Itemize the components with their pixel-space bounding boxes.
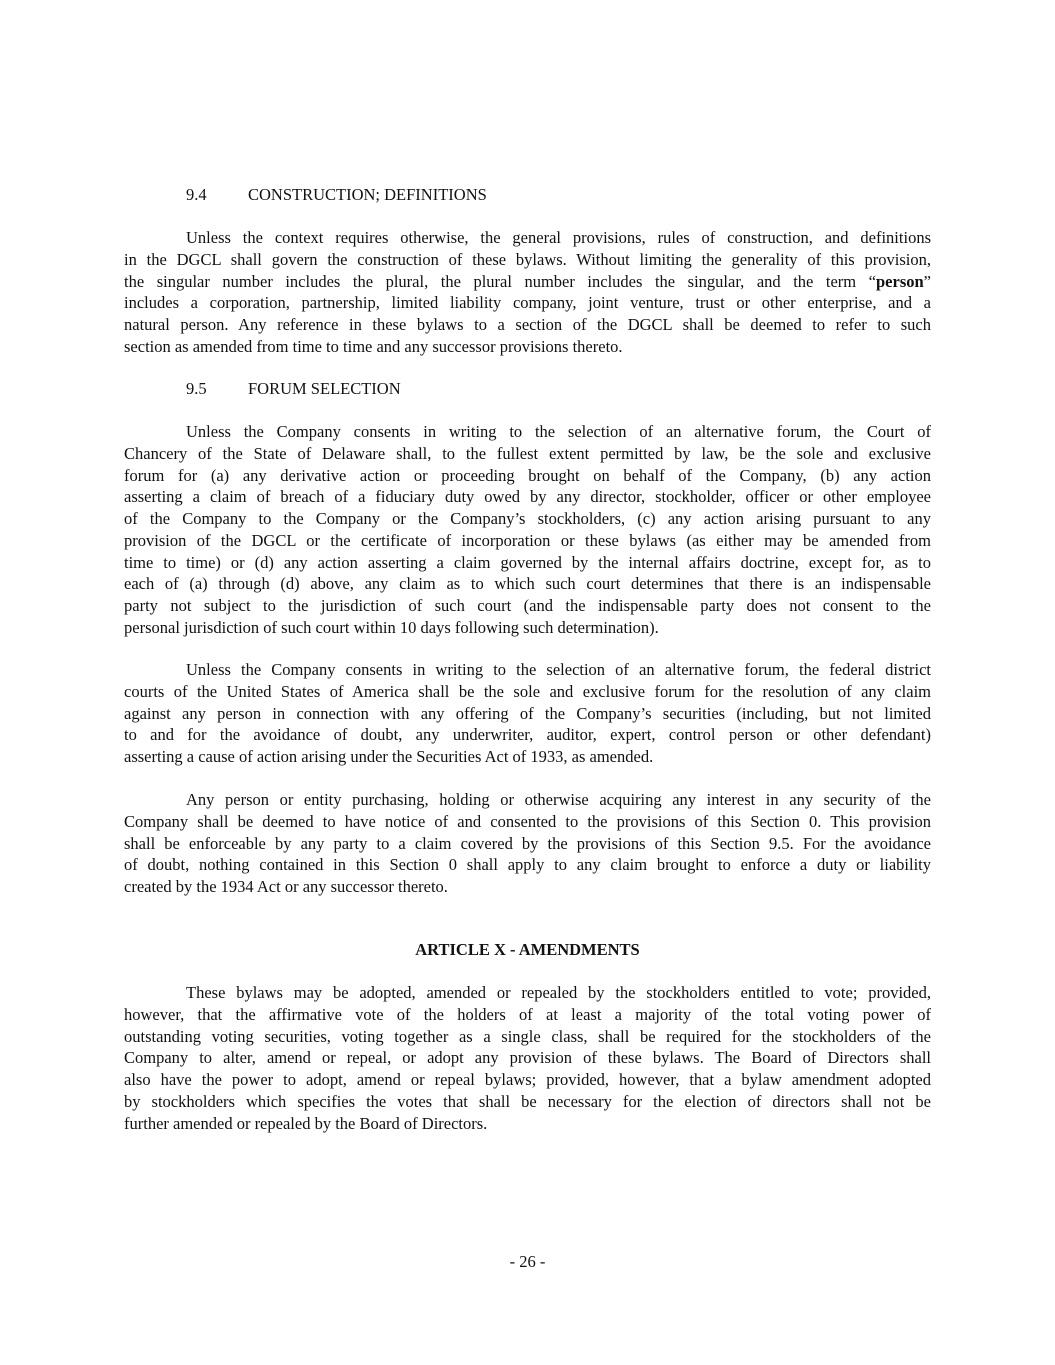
- text-line: Any person or entity purchasing, holding or otherwise acquiring any interest in any security of the: [186, 790, 931, 809]
- text-line: the singular number includes the plural, the plural number includes the singular, and the term “person”: [124, 271, 931, 291]
- text-line: Company to alter, amend or repeal, or adopt any provision of these bylaws. The Board of Directors shall: [124, 1048, 931, 1068]
- text-line: shall be enforceable by any party to a claim covered by the provisions of this Section 9.5. For the avoidance: [124, 833, 931, 853]
- text-line: party not subject to the jurisdiction of such court (and the indispensable party does not consent to the: [124, 596, 931, 615]
- text-line: forum for (a) any derivative action or proceeding brought on behalf of the Company, (b) any action: [124, 465, 931, 485]
- text-line: courts of the United States of America shall be the sole and exclusive forum for the resolution of any claim: [124, 681, 931, 701]
- text-line: personal jurisdiction of such court within 10 days following such determination).: [124, 617, 659, 637]
- section-number: 9.5: [186, 379, 207, 398]
- text-line: outstanding voting securities, voting together as a single class, shall be required for the stockholders of the: [124, 1026, 931, 1046]
- text-line: asserting a claim of breach of a fiduciary duty owed by any director, stockholder, officer or other employee: [124, 487, 931, 507]
- text-line: Chancery of the State of Delaware shall, to the fullest extent permitted by law, be the sole and exclusive: [124, 443, 931, 463]
- text-line: in the DGCL shall govern the construction of these bylaws. Without limiting the generality of this provision,: [124, 249, 931, 269]
- paragraph-forum-federal: [124, 659, 931, 768]
- text-line: natural person. Any reference in these bylaws to a section of the DGCL shall be deemed to refer to such: [124, 315, 931, 334]
- section-title: CONSTRUCTION; DEFINITIONS: [248, 185, 487, 204]
- text-line: by stockholders which specifies the votes that shall be necessary for the election of directors shall not be: [124, 1091, 931, 1111]
- section-9-5-heading: [186, 378, 401, 400]
- text-line: provision of the DGCL or the certificate of incorporation or these bylaws (as either may be amended from: [124, 530, 931, 550]
- text-line: time to time) or (d) any action asserting a claim governed by the internal affairs doctrine, except for, as to: [124, 552, 931, 572]
- text-line: of the Company to the Company or the Company’s stockholders, (c) any action arising pursuant to any: [124, 509, 931, 528]
- defined-term: person: [876, 271, 924, 291]
- text-line: section as amended from time to time and any successor provisions thereto.: [124, 336, 623, 356]
- text-line: Unless the context requires otherwise, the general provisions, rules of construction, and definitions: [186, 228, 931, 247]
- paragraph-forum-notice: [124, 789, 931, 898]
- text-line: further amended or repealed by the Board of Directors.: [124, 1113, 488, 1133]
- page-number: - 26 -: [509, 1252, 546, 1271]
- text-line: Unless the Company consents in writing to the selection of an alternative forum, the Court of: [186, 422, 931, 441]
- section-9-4-heading: [186, 184, 487, 206]
- text-line: also have the power to adopt, amend or repeal bylaws; provided, however, that a bylaw amendment adopted: [124, 1070, 931, 1089]
- section-number: 9.4: [186, 185, 207, 204]
- text-line: of doubt, nothing contained in this Section 0 shall apply to any claim brought to enforce a duty or liability: [124, 855, 931, 875]
- text-line: however, that the affirmative vote of the holders of at least a majority of the total voting power of: [124, 1004, 931, 1024]
- paragraph-construction: [124, 227, 931, 358]
- paragraph-amendments: [124, 982, 931, 1134]
- text-line: to and for the avoidance of doubt, any underwriter, auditor, expert, control person or other defendant): [124, 725, 931, 745]
- text-line: against any person in connection with any offering of the Company’s securities (including, but not limited: [124, 703, 931, 723]
- text-line: each of (a) through (d) above, any claim as to which such court determines that there is an indispensable: [124, 574, 931, 594]
- paragraph-forum-chancery: [124, 421, 931, 639]
- text-line: created by the 1934 Act or any successor thereto.: [124, 877, 448, 896]
- text-line: asserting a cause of action arising under the Securities Act of 1933, as amended.: [124, 747, 654, 766]
- article-heading: ARTICLE X - AMENDMENTS: [415, 940, 640, 959]
- text-line: includes a corporation, partnership, limited liability company, joint venture, trust or other enterprise, and a: [124, 293, 931, 313]
- text-line: These bylaws may be adopted, amended or repealed by the stockholders entitled to vote; provided,: [186, 983, 931, 1002]
- text-line: Company shall be deemed to have notice of and consented to the provisions of this Section 0. This provision: [124, 811, 931, 831]
- section-title: FORUM SELECTION: [248, 379, 401, 398]
- text-line: Unless the Company consents in writing to the selection of an alternative forum, the federal district: [186, 660, 931, 679]
